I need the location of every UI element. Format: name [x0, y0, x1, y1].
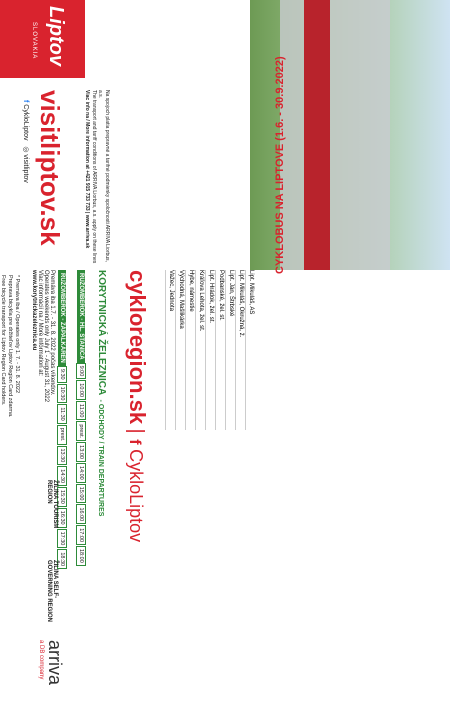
rail-time: 11:00: [76, 401, 86, 420]
rail-time: 9:00: [76, 363, 86, 380]
footer-line3: Free bicycle transport for Liptov Region Card holders.: [0, 275, 6, 406]
rail-time: 18:30: [57, 549, 67, 569]
bus-stop: Važec, Jednota: [165, 270, 175, 430]
arriva-wordmark: arriva: [45, 640, 65, 686]
rail-note2: Operates weekends only July 1 - August 31, 2022: [43, 270, 49, 403]
rail-time: 10:30: [57, 384, 67, 404]
bus-schedule: [260, 56, 450, 701]
rail-station-label: RUŽOMBEROK - ZÁPALKÁREŇ: [58, 270, 66, 366]
zilina-tourism-logo: ŽILINA TOURISM REGION: [46, 480, 58, 529]
footer: [0, 275, 20, 695]
rail-heading: KORYTNICKÁ ŽELEZNICA: [96, 270, 107, 396]
rail-subheading: - ODCHODY / TRAIN DEPARTURES: [97, 399, 104, 517]
title-band: cykloregion.sk | f CykloLiptov: [125, 270, 150, 543]
rail-section: [31, 270, 112, 701]
footer-line1: * Premáva iba / Operates only 1. 7. - 31. 8. 2022: [14, 275, 20, 394]
rail-time: 15:00: [76, 484, 86, 504]
bus-stop: Hybe, námestie: [185, 270, 195, 430]
rail-rows: [56, 270, 93, 701]
rail-note1: Premáva iba 1.7. - 31. 8. 2022 počas víkendov.: [49, 270, 55, 396]
rail-time: 13:30: [57, 446, 67, 466]
facebook-icon: f: [22, 100, 29, 103]
instagram-icon: ◎: [22, 146, 29, 153]
rail-time: prest.: [57, 425, 67, 445]
arriva-sub: a DB company: [38, 640, 44, 680]
bus-stop: Lipt. Mikuláš, Okružná, ž.: [235, 270, 245, 430]
rail-time: 10:00: [76, 380, 86, 400]
liptov-logo: Liptov: [45, 6, 67, 66]
footer-line2: Preprava bicykla pre držiteľov Liptov Region Card zdarma.: [7, 275, 13, 418]
rail-time: 11:30: [57, 404, 67, 423]
bus-heading: CYKLOBUS NA LIPTOVE (1.6. - 30.9.2022): [274, 56, 286, 274]
facebook-icon: f: [126, 439, 143, 445]
liptov-red-tag: [0, 0, 85, 78]
rail-time: 9:30: [57, 366, 67, 383]
rail-time: 14:00: [76, 463, 86, 483]
rail-time: prest.: [76, 421, 86, 441]
rail-time: 17:30: [57, 529, 67, 549]
visitliptov-social: [22, 100, 30, 183]
rail-row: [75, 270, 93, 701]
rail-url[interactable]: www.korytnickazeleznica.eu: [31, 270, 37, 351]
rail-time: 14:30: [57, 466, 67, 486]
bus-stops: [165, 270, 255, 430]
liptov-logo-sub: SLOVAKIA: [31, 22, 37, 60]
rail-time: 18:00: [76, 546, 86, 566]
zilina-logo: ŽILINA SELF-GOVERNING REGION: [46, 560, 58, 623]
rail-time: 13:00: [76, 442, 86, 462]
bus-stop: Kráľova Lehota, žel. st.: [195, 270, 205, 430]
bus-stop: Lipt. Ján, Štrbské: [225, 270, 235, 430]
bus-stop: Východná, Mašlikárka: [175, 270, 185, 430]
rail-time: 16:30: [57, 508, 67, 528]
rail-time: 15:30: [57, 487, 67, 507]
train-red-stripe: [304, 0, 330, 270]
social-cyklo[interactable]: CykloLiptov: [22, 104, 29, 141]
footer-note2: The transport and tariff conditions of ARRIVA Liorbus, a.s. apply on these lines: [91, 90, 97, 264]
social-visit[interactable]: visitliptov: [22, 154, 29, 183]
rail-time: 16:00: [76, 504, 86, 524]
footer-notes: [84, 90, 110, 270]
rail-station-label: RUŽOMBEROK - HL. STANICA: [77, 270, 85, 363]
title-site[interactable]: cykloregion.sk: [125, 270, 150, 425]
bus-stop: Lipt. Mikuláš, AS: [245, 270, 255, 430]
bus-stop: Lipt. Hrádok, žel. st.: [205, 270, 215, 430]
train-photo: [280, 0, 390, 270]
rail-row: [56, 270, 74, 701]
footer-note3: Viac info na / More information at +421 915 733 733 | www.arriva.sk: [84, 90, 91, 249]
footer-note1: Na spojoch platia prepravné a tarifné podmienky spoločnosti ARRIVA Liorbus, a.s.: [97, 90, 110, 262]
rail-info: Viac informácií na / More information at:: [37, 270, 43, 376]
arriva-logo: [38, 640, 65, 685]
bus-stop: Podbanské, žel. st.: [215, 270, 225, 430]
visitliptov-site[interactable]: visitliptov.sk: [35, 90, 65, 246]
rail-time: 17:00: [76, 525, 86, 545]
title-brand[interactable]: CykloLiptov: [126, 449, 146, 543]
